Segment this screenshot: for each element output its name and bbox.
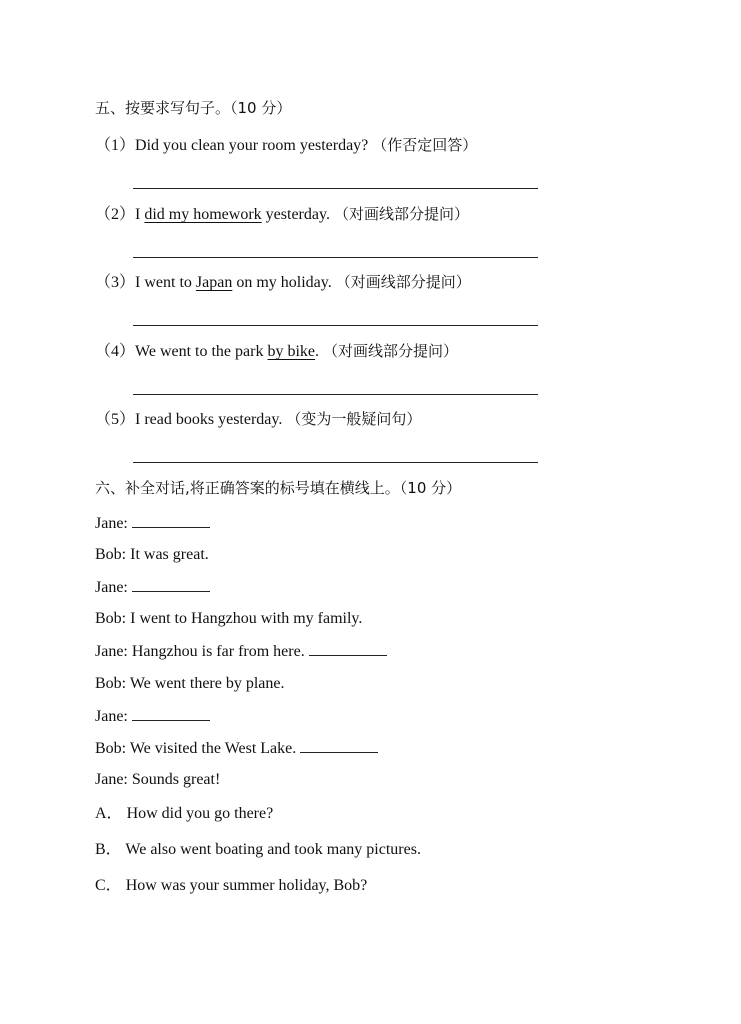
q3-answer-line[interactable] xyxy=(133,325,538,326)
speaker: Bob: xyxy=(95,546,127,563)
section-5-title-text: 五、按要求写句子。（10 分） xyxy=(95,99,292,117)
q1-answer-line[interactable] xyxy=(133,188,538,189)
option-text: We also went boating and took many pictures. xyxy=(125,841,421,858)
speaker: Jane: xyxy=(95,579,128,596)
answer-blank[interactable] xyxy=(132,706,210,721)
q4-post: . xyxy=(315,343,320,360)
q4-underlined: by bike xyxy=(267,343,316,360)
q2-answer-line[interactable] xyxy=(133,257,538,258)
option-label: B． xyxy=(95,841,122,858)
answer-blank[interactable] xyxy=(132,577,210,592)
dialogue-text: We visited the West Lake. xyxy=(129,740,297,757)
q1-instruction: （作否定回答） xyxy=(372,136,478,154)
option-label: A． xyxy=(95,805,123,822)
answer-blank[interactable] xyxy=(132,513,210,528)
speaker: Bob: xyxy=(95,740,127,757)
q1-text: Did you clean your room yesterday? xyxy=(135,137,369,154)
option-a xyxy=(95,804,273,824)
speaker: Jane: xyxy=(95,643,128,660)
q1-number: （1） xyxy=(95,137,136,154)
q4-number: （4） xyxy=(95,343,136,360)
answer-blank[interactable] xyxy=(300,738,378,753)
q3-post: on my holiday. xyxy=(232,274,332,291)
q3-underlined: Japan xyxy=(195,274,233,291)
dialogue-line xyxy=(95,545,209,565)
dialogue-line xyxy=(95,577,210,598)
question-4 xyxy=(95,341,458,362)
speaker: Bob: xyxy=(95,675,127,692)
q5-text: I read books yesterday. xyxy=(135,411,283,428)
speaker: Jane: xyxy=(95,708,128,725)
q5-instruction: （变为一般疑问句） xyxy=(286,410,422,428)
dialogue-text: We went there by plane. xyxy=(129,675,285,692)
option-label: C． xyxy=(95,877,122,894)
answer-blank[interactable] xyxy=(309,641,387,656)
option-b xyxy=(95,840,421,860)
dialogue-text: Sounds great! xyxy=(131,771,221,788)
section-6-title-text: 六、补全对话,将正确答案的标号填在横线上。（10 分） xyxy=(95,479,462,497)
speaker: Jane: xyxy=(95,771,128,788)
section-6-title xyxy=(95,478,461,499)
q4-instruction: （对画线部分提问） xyxy=(323,342,459,360)
dialogue-text: It was great. xyxy=(130,546,209,563)
q2-underlined: did my homework xyxy=(144,206,262,223)
q2-post: yesterday. xyxy=(261,206,330,223)
dialogue-line xyxy=(95,513,210,534)
q4-pre: We went to the park xyxy=(135,343,268,360)
question-3 xyxy=(95,272,471,293)
q3-instruction: （对画线部分提问） xyxy=(335,273,471,291)
dialogue-text: I went to Hangzhou with my family. xyxy=(130,610,363,627)
section-5-title xyxy=(95,98,291,119)
q4-answer-line[interactable] xyxy=(133,394,538,395)
speaker: Bob: xyxy=(95,610,127,627)
q3-pre: I went to xyxy=(135,274,196,291)
q2-pre: I xyxy=(135,206,145,223)
option-text: How did you go there? xyxy=(126,805,274,822)
dialogue-line xyxy=(95,609,362,629)
q2-instruction: （对画线部分提问） xyxy=(333,205,469,223)
dialogue-text: Hangzhou is far from here. xyxy=(131,643,305,660)
question-1 xyxy=(95,135,477,156)
speaker: Jane: xyxy=(95,515,128,532)
dialogue-line xyxy=(95,738,378,759)
option-text: How was your summer holiday, Bob? xyxy=(125,877,368,894)
q3-number: （3） xyxy=(95,274,136,291)
dialogue-line xyxy=(95,706,210,727)
dialogue-line xyxy=(95,770,220,790)
question-2 xyxy=(95,204,469,225)
dialogue-line xyxy=(95,641,387,662)
q5-answer-line[interactable] xyxy=(133,462,538,463)
option-c xyxy=(95,876,367,896)
question-5 xyxy=(95,409,421,430)
q2-number: （2） xyxy=(95,206,136,223)
dialogue-line xyxy=(95,674,285,694)
q5-number: （5） xyxy=(95,411,136,428)
